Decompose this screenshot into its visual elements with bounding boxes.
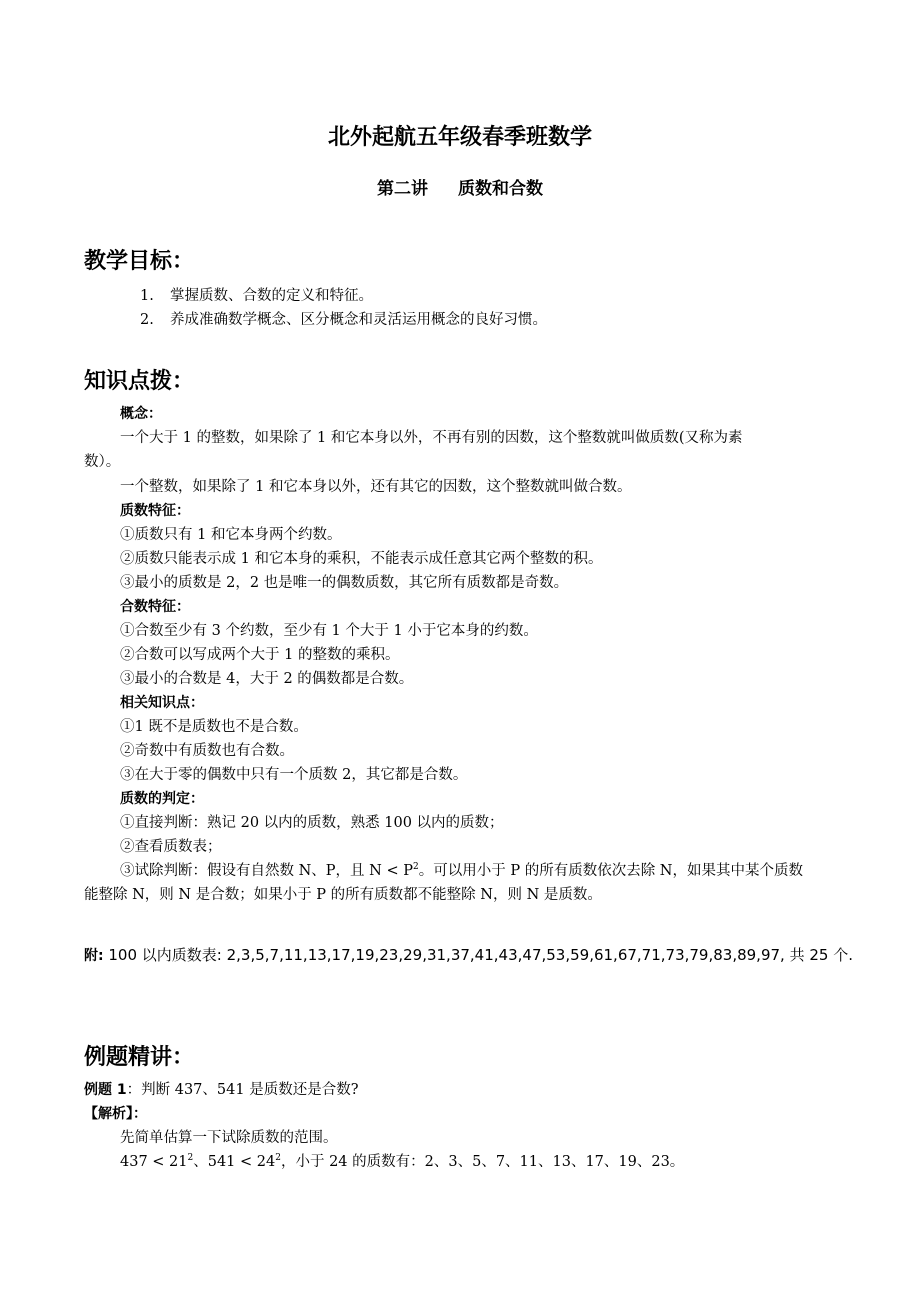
objective-text: 养成准确数学概念、区分概念和灵活运用概念的良好习惯。	[170, 312, 547, 328]
lecture-topic: 质数和合数	[458, 179, 543, 199]
analysis-label: 【解析】：	[84, 1106, 147, 1122]
judgment-text: ③试除判断：假设有自然数 N、P，且 N < P	[120, 863, 413, 879]
objective-number: 2.	[140, 312, 154, 328]
appendix-label: 附:	[84, 948, 104, 964]
composite-feature: ①合数至少有 3 个约数，至少有 1 个大于 1 小于它本身的约数。	[120, 623, 538, 639]
concept-label: 概念：	[120, 406, 162, 422]
prime-definition: 一个大于 1 的整数，如果除了 1 和它本身以外，不再有别的因数，这个整数就叫做质数(又称为素	[120, 430, 743, 446]
example-label: 例题 1	[84, 1082, 127, 1098]
judgment-item: ②查看质数表；	[120, 839, 222, 855]
composite-feature: ②合数可以写成两个大于 1 的整数的乘积。	[120, 647, 400, 663]
analysis-part: ，小于 24 的质数有：2、3、5、7、11、13、17、19、23。	[280, 1154, 685, 1170]
objectives-heading: 教学目标：	[84, 249, 195, 274]
related-item: ②奇数中有质数也有合数。	[120, 743, 294, 759]
superscript: 2	[187, 1153, 194, 1164]
prime-feature: ①质数只有 1 和它本身两个约数。	[120, 527, 342, 543]
prime-judgment-label: 质数的判定：	[120, 791, 204, 807]
knowledge-heading: 知识点拨：	[84, 369, 195, 394]
superscript: 2	[412, 862, 419, 873]
composite-feature: ③最小的合数是 4，大于 2 的偶数都是合数。	[120, 671, 414, 687]
related-knowledge-label: 相关知识点：	[120, 695, 204, 711]
example-1	[84, 1080, 358, 1100]
document-title: 北外起航五年级春季班数学	[327, 125, 592, 150]
objective-text: 掌握质数、合数的定义和特征。	[170, 288, 373, 304]
analysis-part: 、541 < 24	[193, 1154, 276, 1170]
lecture-number: 第二讲	[377, 179, 428, 199]
judgment-item: ①直接判断：熟记 20 以内的质数，熟悉 100 以内的质数；	[120, 815, 504, 831]
appendix-text: 100 以内质数表: 2,3,5,7,11,13,17,19,23,29,31,37,41,43,47,53,59,61,67,71,73,79,83,89,97, 共 25 个.	[103, 946, 853, 964]
related-item: ①1 既不是质数也不是合数。	[120, 719, 308, 735]
prime-table	[84, 945, 853, 966]
prime-feature: ③最小的质数是 2，2 也是唯一的偶数质数，其它所有质数都是奇数。	[120, 575, 569, 591]
composite-definition: 一个整数，如果除了 1 和它本身以外，还有其它的因数，这个整数就叫做合数。	[120, 479, 632, 495]
analysis-text	[120, 1152, 684, 1172]
objective-number: 1.	[140, 288, 154, 304]
analysis-part: 437 < 21	[120, 1154, 188, 1170]
judgment-item	[120, 861, 803, 881]
lecture-title	[0, 174, 920, 199]
composite-features-label: 合数特征：	[120, 599, 190, 615]
superscript: 2	[275, 1153, 281, 1164]
analysis-text: 先简单估算一下试除质数的范围。	[120, 1130, 338, 1146]
example-text: ：判断 437、541 是质数还是合数?	[126, 1082, 359, 1098]
judgment-text: 。可以用小于 P 的所有质数依次去除 N，如果其中某个质数	[418, 863, 803, 879]
prime-definition-cont: 数）。	[84, 454, 121, 470]
prime-features-label: 质数特征：	[120, 503, 190, 519]
judgment-item-cont: 能整除 N，则 N 是合数；如果小于 P 的所有质数都不能整除 N，则 N 是质数。	[84, 887, 602, 903]
objective-item	[140, 308, 547, 329]
examples-heading: 例题精讲：	[84, 1045, 195, 1070]
objective-item	[140, 284, 373, 305]
prime-feature: ②质数只能表示成 1 和它本身的乘积，不能表示成任意其它两个整数的积。	[120, 551, 603, 567]
related-item: ③在大于零的偶数中只有一个质数 2，其它都是合数。	[120, 767, 468, 783]
